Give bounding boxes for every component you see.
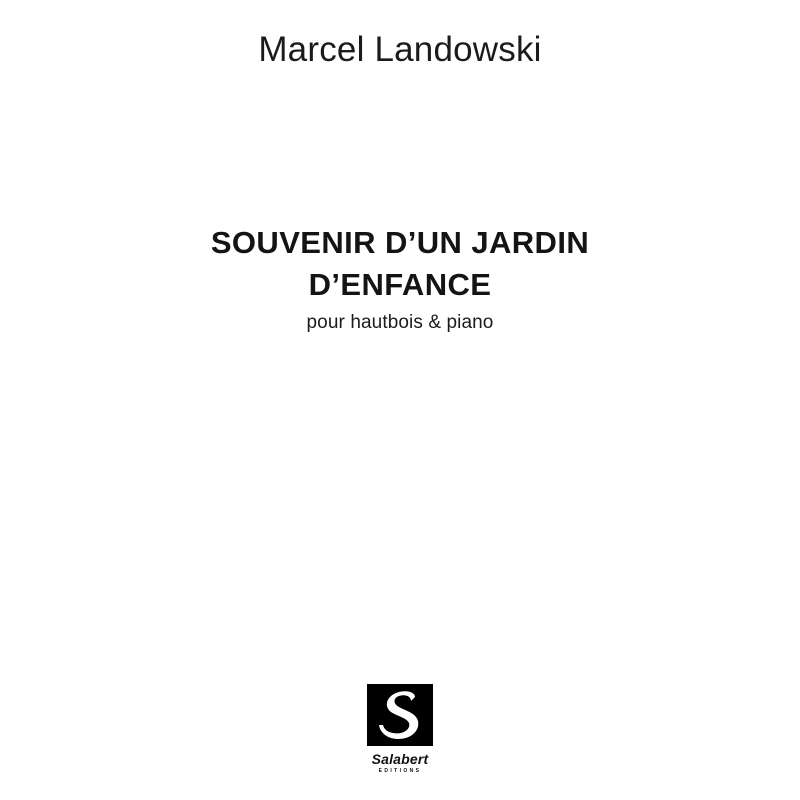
work-title-line-1: SOUVENIR D’UN JARDIN — [210, 225, 590, 260]
salabert-s-logo-icon — [367, 684, 433, 746]
work-title — [0, 222, 800, 306]
publisher-logo — [0, 684, 800, 774]
publisher-name: Salabert — [371, 751, 429, 767]
work-title-line-2: D’ENFANCE — [308, 267, 492, 302]
publisher-tagline: EDITIONS — [378, 768, 422, 774]
instrumentation-subtitle: pour hautbois & piano — [306, 312, 494, 333]
composer-name: Marcel Landowski — [258, 30, 542, 69]
